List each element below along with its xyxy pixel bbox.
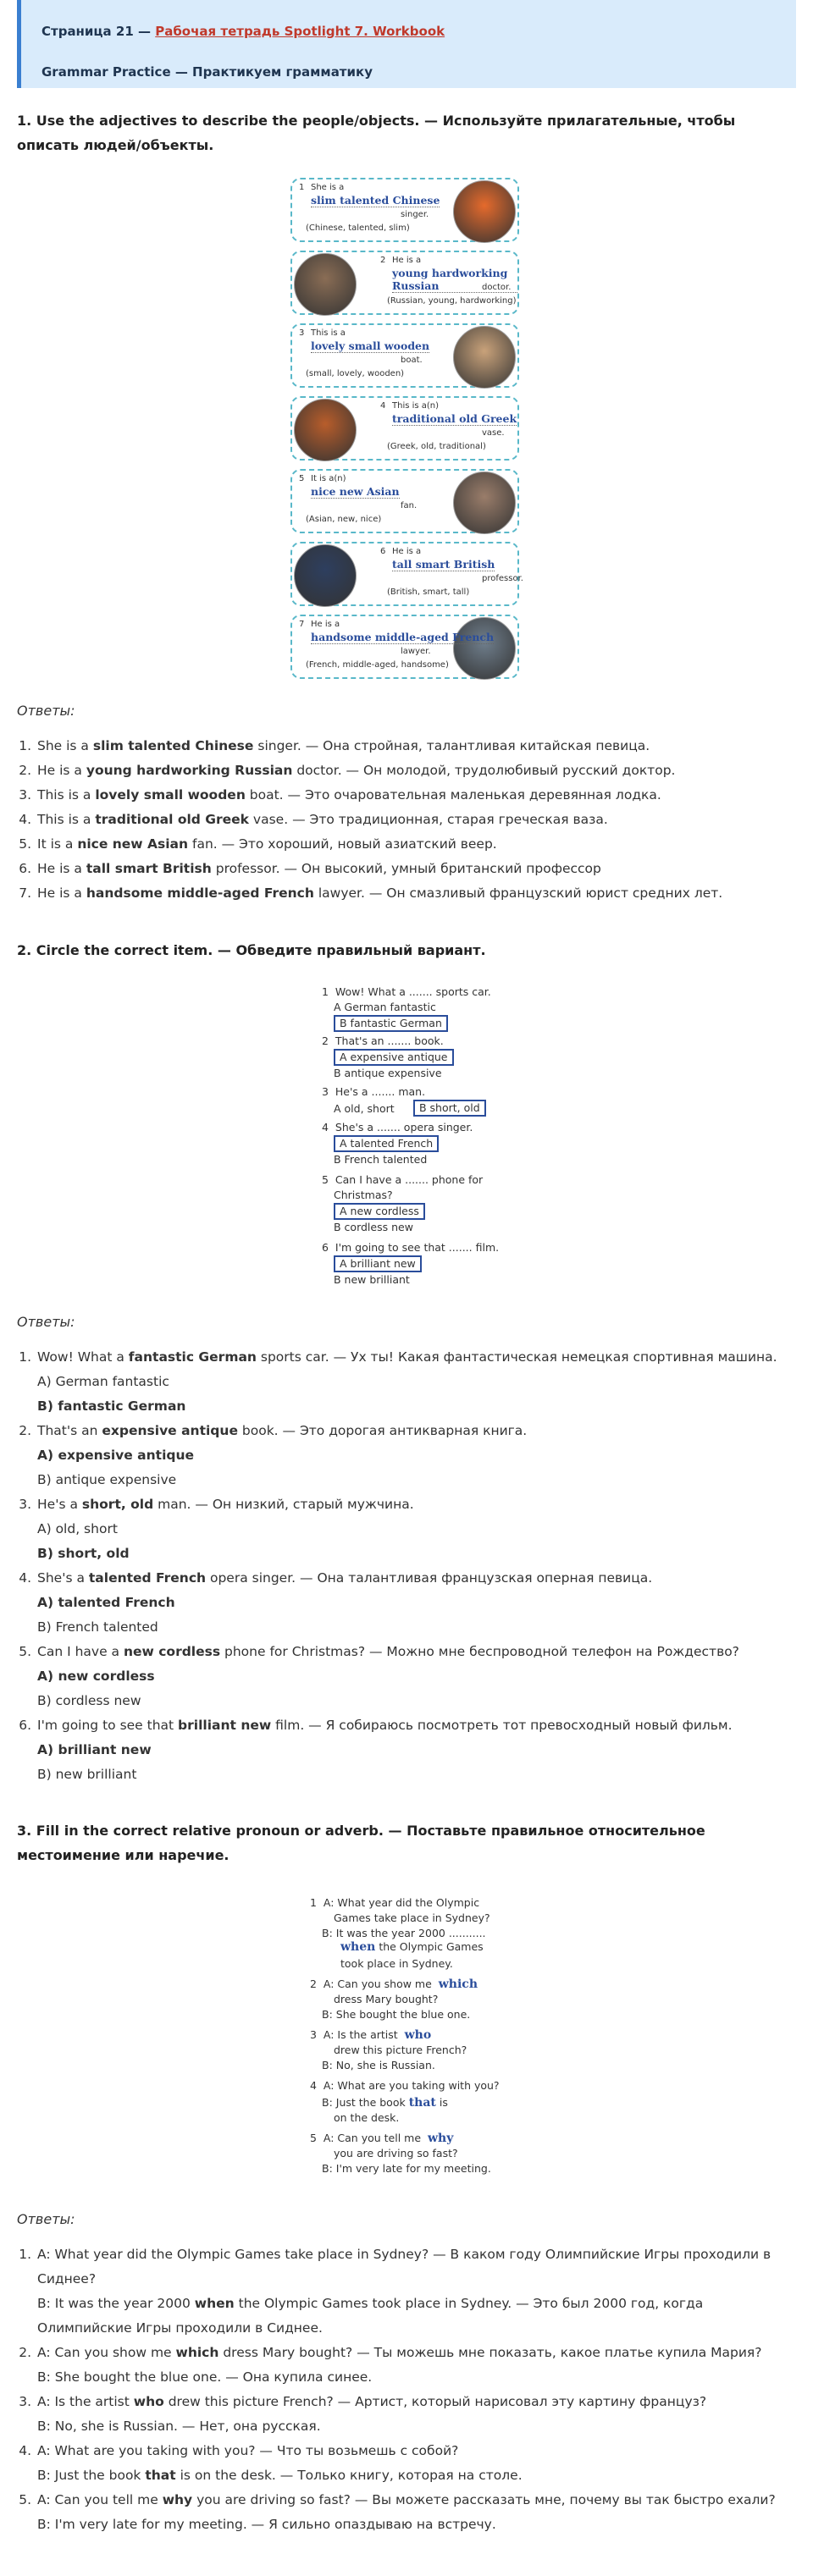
dialog-line-b (37, 2365, 796, 2390)
answer-item (36, 1640, 796, 1713)
ex2-title: 2. Circle the correct item. — Обведите правильный вариант. (17, 942, 486, 958)
answer-item (36, 1713, 796, 1787)
answer-highlight: that (145, 2468, 176, 2483)
ex3-figure: 1 A: What year did the Olympic Games take place in Sydney? B: It was the year 2000 ........... when the Olympic Games took place in Sydney. 2 A: Can you show me which dress Mary bought? B: She bought the blue one. 3 A: Is the artist who drew this picture French? B: No, she is Russian. 4 A: What are you taking with you? B: Just the book that is on the desk. 5 A: Can you tell me why you are driving so fast? B: I'm very late for my meeting. (310, 1896, 500, 2175)
ex3-line: B: She bought the blue one. (322, 2008, 471, 2021)
ex2-figure: 1 Wow! What a ....... sports car. A German fantastic B fantastic German 2 That's an ....... book. A expensive antique B antique expensive 3 He's a ....... man. A old, short B short, old 4 She's a ....... opera singer. A talented French B French talented 5 Can I have a ....... phone for Christmas? A new cordless B cordless new 6 I'm going to see that ....... film. A brilliant new B new brilliant (322, 985, 500, 1286)
ex3-handwritten-answer: who (404, 2028, 432, 2042)
answer-text: I'm going to see that (37, 1718, 179, 1733)
ex1-card-stem: He is a (392, 547, 422, 556)
ex1-card (290, 251, 519, 315)
ex1-card-answer: young hardworking Russian (392, 267, 517, 293)
illustration-icon (294, 544, 357, 607)
answer-highlight: tall smart British (86, 861, 212, 876)
ex1-card-tail: doctor. (482, 283, 512, 292)
answer-item (36, 758, 796, 783)
answer-text: boat. — Это очаровательная маленькая деревянная лодка. (245, 787, 661, 803)
answer-highlight: why (162, 2492, 193, 2507)
ex1-card-number: 7 (299, 620, 305, 629)
answer-text: dress Mary bought? — Ты можешь мне показать, какое платье купила Мария? (218, 2345, 762, 2360)
ex1-card-answer: tall smart British (392, 558, 495, 571)
ex2-q3-b: B short, old (413, 1100, 486, 1117)
dialog-line-b (37, 2414, 796, 2439)
ex2-answers-label: Ответы: (17, 1314, 75, 1330)
ex2-q1-b: B fantastic German (334, 1015, 448, 1032)
ex1-card-number: 3 (299, 328, 305, 338)
answer-text: A: What are you taking with you? — Что ты возьмешь с собой? (37, 2443, 459, 2458)
ex2-q2-b: B antique expensive (334, 1067, 442, 1079)
ex2-q6-a: A brilliant new (334, 1255, 422, 1272)
answer-item (36, 832, 796, 857)
ex1-card-answer: handsome middle-aged French (311, 631, 495, 643)
ex1-card-hint: (British, smart, tall) (387, 587, 470, 597)
answer-text: book. — Это дорогая антикварная книга. (237, 1423, 528, 1438)
option-b: B) French talented (37, 1619, 158, 1635)
answer-text: B: I'm very late for my meeting. — Я сильно опаздываю на встречу. (37, 2517, 496, 2532)
answer-text: phone for Christmas? — Можно мне беспроводной телефон на Рождество? (220, 1644, 739, 1659)
ex1-card-number: 5 (299, 474, 305, 483)
ex1-card-hint: (Russian, young, hardworking) (387, 296, 517, 306)
answer-text: A: Can you tell me (37, 2492, 163, 2507)
answer-item (36, 1566, 796, 1640)
answer-text: lawyer. — Он смазливый французский юрист средних лет. (313, 885, 723, 901)
answer-text: A: Can you show me (37, 2345, 176, 2360)
ex2-q3: He's a ....... man. (335, 1085, 426, 1098)
ex2-q4-b: B French talented (334, 1153, 428, 1166)
answer-text: A: Is the artist (37, 2394, 134, 2409)
answer-item (36, 1345, 796, 1419)
answer-item (36, 2390, 796, 2439)
option-b: B) antique expensive (37, 1472, 177, 1487)
ex1-card-answer: traditional old Greek (392, 412, 517, 425)
answer-text: A: What year did the Olympic Games take place in Sydney? — (37, 2247, 451, 2262)
answer-item (36, 808, 796, 832)
answer-text: This is a (37, 787, 96, 803)
answer-text: you are driving so fast? — Вы можете рассказать мне, почему вы так быстро ехали? (192, 2492, 776, 2507)
answer-item (36, 2488, 796, 2537)
ex1-card-stem: He is a (311, 620, 340, 629)
ex2-q5-a: A new cordless (334, 1203, 425, 1220)
dialog-line-b (37, 2463, 796, 2488)
ex1-card-hint: (French, middle-aged, handsome) (306, 660, 449, 670)
answer-highlight: lovely small wooden (95, 787, 246, 803)
answer-highlight: short, old (81, 1497, 154, 1512)
ex1-card-answer: nice new Asian (311, 485, 400, 498)
ex1-card-hint: (Chinese, talented, slim) (306, 223, 410, 233)
ex3-line: the Olympic Games (379, 1940, 484, 1953)
dialog-line-a (37, 2242, 796, 2292)
ex2-q5-b: B cordless new (334, 1221, 413, 1233)
header-line (41, 24, 776, 39)
illustration-icon (453, 180, 516, 243)
ex1-card-tail: boat. (401, 356, 423, 365)
dialog-line-a (37, 2439, 796, 2463)
ex3-title: 3. Fill in the correct relative pronoun or adverb. — Поставьте правильное относительное местоимение или наречие. (17, 1823, 705, 1863)
ex1-card-number: 1 (299, 183, 305, 192)
answer-text: She's a (37, 1570, 89, 1586)
ex3-handwritten-answer: why (427, 2132, 454, 2145)
ex1-card-number: 6 (380, 547, 386, 556)
answer-item (36, 2341, 796, 2390)
answer-text: drew this picture French? — Артист, который нарисовал эту картину француз? (163, 2394, 707, 2409)
illustration-icon (294, 399, 357, 461)
answer-item (36, 1419, 796, 1492)
ex1-card-tail: lawyer. (401, 647, 431, 656)
answer-text: sports car. — Ух ты! Какая фантастическая немецкая спортивная машина. (256, 1349, 777, 1365)
option-a: A) German fantastic (37, 1374, 169, 1389)
ex2-answers-list (17, 1345, 796, 1787)
ex3-line: dress Mary bought? (334, 1993, 439, 2005)
answer-highlight: when (194, 2296, 235, 2311)
illustration-icon (453, 617, 516, 680)
answer-text: He's a (37, 1497, 82, 1512)
dialog-line-b (37, 2292, 796, 2341)
answer-text: opera singer. — Она талантливая французская оперная певица. (206, 1570, 653, 1586)
option-b: B) short, old (37, 1546, 130, 1561)
answer-item (36, 881, 796, 906)
ex1-card (290, 615, 519, 679)
answer-text: Can I have a (37, 1644, 124, 1659)
ex3-line: drew this picture French? (334, 2044, 467, 2056)
answer-item (36, 1492, 796, 1566)
ex1-card (290, 396, 519, 461)
answer-text: is on the desk. — Только книгу, которая на столе. (175, 2468, 523, 2483)
ex1-card-hint: (small, lovely, wooden) (306, 369, 405, 378)
answer-highlight: slim talented Chinese (92, 738, 254, 753)
answer-highlight: talented French (88, 1570, 207, 1586)
ex1-card-answer: lovely small wooden (311, 339, 430, 352)
ex1-card-answer: slim talented Chinese (311, 194, 440, 207)
ex1-card-stem: It is a(n) (311, 474, 346, 483)
dialog-line-a (37, 2341, 796, 2365)
ex2-q5: Can I have a ....... phone for (335, 1173, 484, 1186)
answer-text: B: Just the book (37, 2468, 146, 2483)
ex3-line: you are driving so fast? (334, 2147, 458, 2160)
ex2-q2: That's an ....... book. (335, 1034, 444, 1047)
answer-item (36, 2242, 796, 2341)
ex2-q4-a: A talented French (334, 1135, 439, 1152)
dialog-line-b (37, 2513, 796, 2537)
ex1-card-tail: fan. (401, 501, 418, 510)
ex1-card-number: 4 (380, 401, 386, 411)
option-b: B) cordless new (37, 1693, 141, 1708)
ex2-q5-cont: Christmas? (334, 1189, 393, 1201)
ex1-card (290, 469, 519, 533)
answer-text: That's an (37, 1423, 102, 1438)
option-b: B) fantastic German (37, 1398, 186, 1414)
illustration-icon (453, 472, 516, 534)
answer-text: It is a (37, 836, 78, 852)
answer-highlight: traditional old Greek (95, 812, 249, 827)
option-a: A) brilliant new (37, 1742, 152, 1757)
answer-text: professor. — Он высокий, умный британский профессор (211, 861, 601, 876)
ex3-answers-list (17, 2242, 796, 2537)
ex3-line: B: I'm very late for my meeting. (322, 2162, 491, 2175)
answer-text: She is a (37, 738, 93, 753)
ex1-answers-list (17, 734, 796, 906)
dialog-line-a (37, 2390, 796, 2414)
ex3-line: A: What year did the Olympic (323, 1896, 480, 1909)
ex3-line: A: Can you show me (323, 1978, 432, 1990)
ex1-answers-label: Ответы: (17, 703, 75, 719)
ex2-q6: I'm going to see that ....... film. (335, 1241, 500, 1254)
answer-highlight: which (175, 2345, 219, 2360)
answer-highlight: expensive antique (102, 1423, 238, 1438)
page-header (17, 0, 796, 88)
ex1-card (290, 542, 523, 606)
answer-highlight: fantastic German (128, 1349, 257, 1365)
ex2-q3-a: A old, short (334, 1102, 395, 1115)
illustration-icon (294, 253, 357, 316)
ex3-line: A: Can you tell me (323, 2132, 422, 2144)
ex1-card-hint: (Greek, old, traditional) (387, 442, 486, 451)
ex1-card (290, 323, 519, 388)
answer-item (36, 2439, 796, 2488)
answer-highlight: handsome middle-aged French (86, 885, 314, 901)
dialog-line-a (37, 2488, 796, 2513)
ex1-card-stem: He is a (392, 256, 422, 265)
answer-text: He is a (37, 861, 86, 876)
answer-text: singer. — Она стройная, талантливая китайская певица. (253, 738, 650, 753)
ex3-handwritten-answer: when (340, 1940, 376, 1954)
answer-text: B: It was the year 2000 (37, 2296, 195, 2311)
answer-highlight: young hardworking Russian (86, 763, 293, 778)
ex3-line: A: What are you taking with you? (323, 2079, 500, 2092)
ex3-line: A: Is the artist (323, 2028, 398, 2041)
ex3-line: on the desk. (334, 2111, 400, 2124)
answer-text: vase. — Это традиционная, старая греческая ваза. (249, 812, 608, 827)
option-a: A) expensive antique (37, 1448, 195, 1463)
illustration-icon (453, 326, 516, 389)
answer-text: B: She bought the blue one. — Она купила синее. (37, 2369, 373, 2385)
answer-text: the Olympic Games took place in Sydney. — Это был 2000 год, когда Олимпийские Игры проходили в Сиднее. (37, 2296, 704, 2336)
ex1-card (290, 178, 519, 242)
ex3-line: B: It was the year 2000 ........... (322, 1927, 486, 1939)
ex1-card-stem: She is a (311, 183, 345, 192)
ex2-q1: Wow! What a ....... sports car. (335, 985, 491, 998)
ex3-answers-label: Ответы: (17, 2211, 75, 2227)
ex3-line: took place in Sydney. (340, 1957, 453, 1970)
page-number: Страница 21 — (41, 24, 156, 39)
answer-text: В каком году Олимпийские Игры проходили в Сиднее? (37, 2247, 772, 2286)
answer-text: film. — Я собираюсь посмотреть тот превосходный новый фильм. (271, 1718, 733, 1733)
ex3-line: B: Just the book (322, 2096, 406, 2109)
ex1-card-stem: This is a (311, 328, 346, 338)
ex3-handwritten-answer: which (438, 1978, 478, 1991)
ex3-line: B: No, she is Russian. (322, 2059, 435, 2071)
answer-highlight: brilliant new (178, 1718, 272, 1733)
ex3-line: Games take place in Sydney? (334, 1911, 490, 1924)
ex1-card-tail: vase. (482, 428, 505, 438)
workbook-link[interactable]: Рабочая тетрадь Spotlight 7. Workbook (155, 24, 445, 39)
option-a: A) old, short (37, 1521, 118, 1536)
ex1-card-hint: (Asian, new, nice) (306, 515, 382, 524)
answer-text: man. — Он низкий, старый мужчина. (153, 1497, 414, 1512)
ex3-line: is (439, 2096, 448, 2109)
answer-text: B: No, she is Russian. — Нет, она русская. (37, 2419, 321, 2434)
ex1-card-stem: This is a(n) (392, 401, 440, 411)
ex1-card-tail: singer. (401, 210, 429, 219)
answer-item (36, 783, 796, 808)
answer-highlight: new cordless (123, 1644, 221, 1659)
ex2-q2-a: A expensive antique (334, 1049, 454, 1066)
answer-item (36, 734, 796, 758)
answer-highlight: who (133, 2394, 164, 2409)
ex1-title: 1. Use the adjectives to describe the people/objects. — Используйте прилагательные, чтобы описать людей/объекты. (17, 113, 736, 153)
answer-text: He is a (37, 763, 86, 778)
ex1-figure (0, 178, 813, 686)
ex1-card-number: 2 (380, 256, 386, 265)
ex2-q4: She's a ....... opera singer. (335, 1121, 473, 1134)
answer-highlight: nice new Asian (77, 836, 189, 852)
ex2-q6-b: B new brilliant (334, 1273, 410, 1286)
section-title: Grammar Practice — Практикуем грамматику (41, 64, 373, 80)
answer-item (36, 857, 796, 881)
option-a: A) talented French (37, 1595, 175, 1610)
ex3-handwritten-answer: that (408, 2096, 436, 2110)
answer-text: Wow! What a (37, 1349, 129, 1365)
answer-text: This is a (37, 812, 96, 827)
answer-text: doctor. — Он молодой, трудолюбивый русский доктор. (292, 763, 676, 778)
ex2-q1-a: A German fantastic (334, 1001, 436, 1013)
option-a: A) new cordless (37, 1669, 155, 1684)
option-b: B) new brilliant (37, 1767, 137, 1782)
answer-text: He is a (37, 885, 86, 901)
answer-text: fan. — Это хороший, новый азиатский веер. (188, 836, 497, 852)
ex1-card-tail: professor. (482, 574, 523, 583)
